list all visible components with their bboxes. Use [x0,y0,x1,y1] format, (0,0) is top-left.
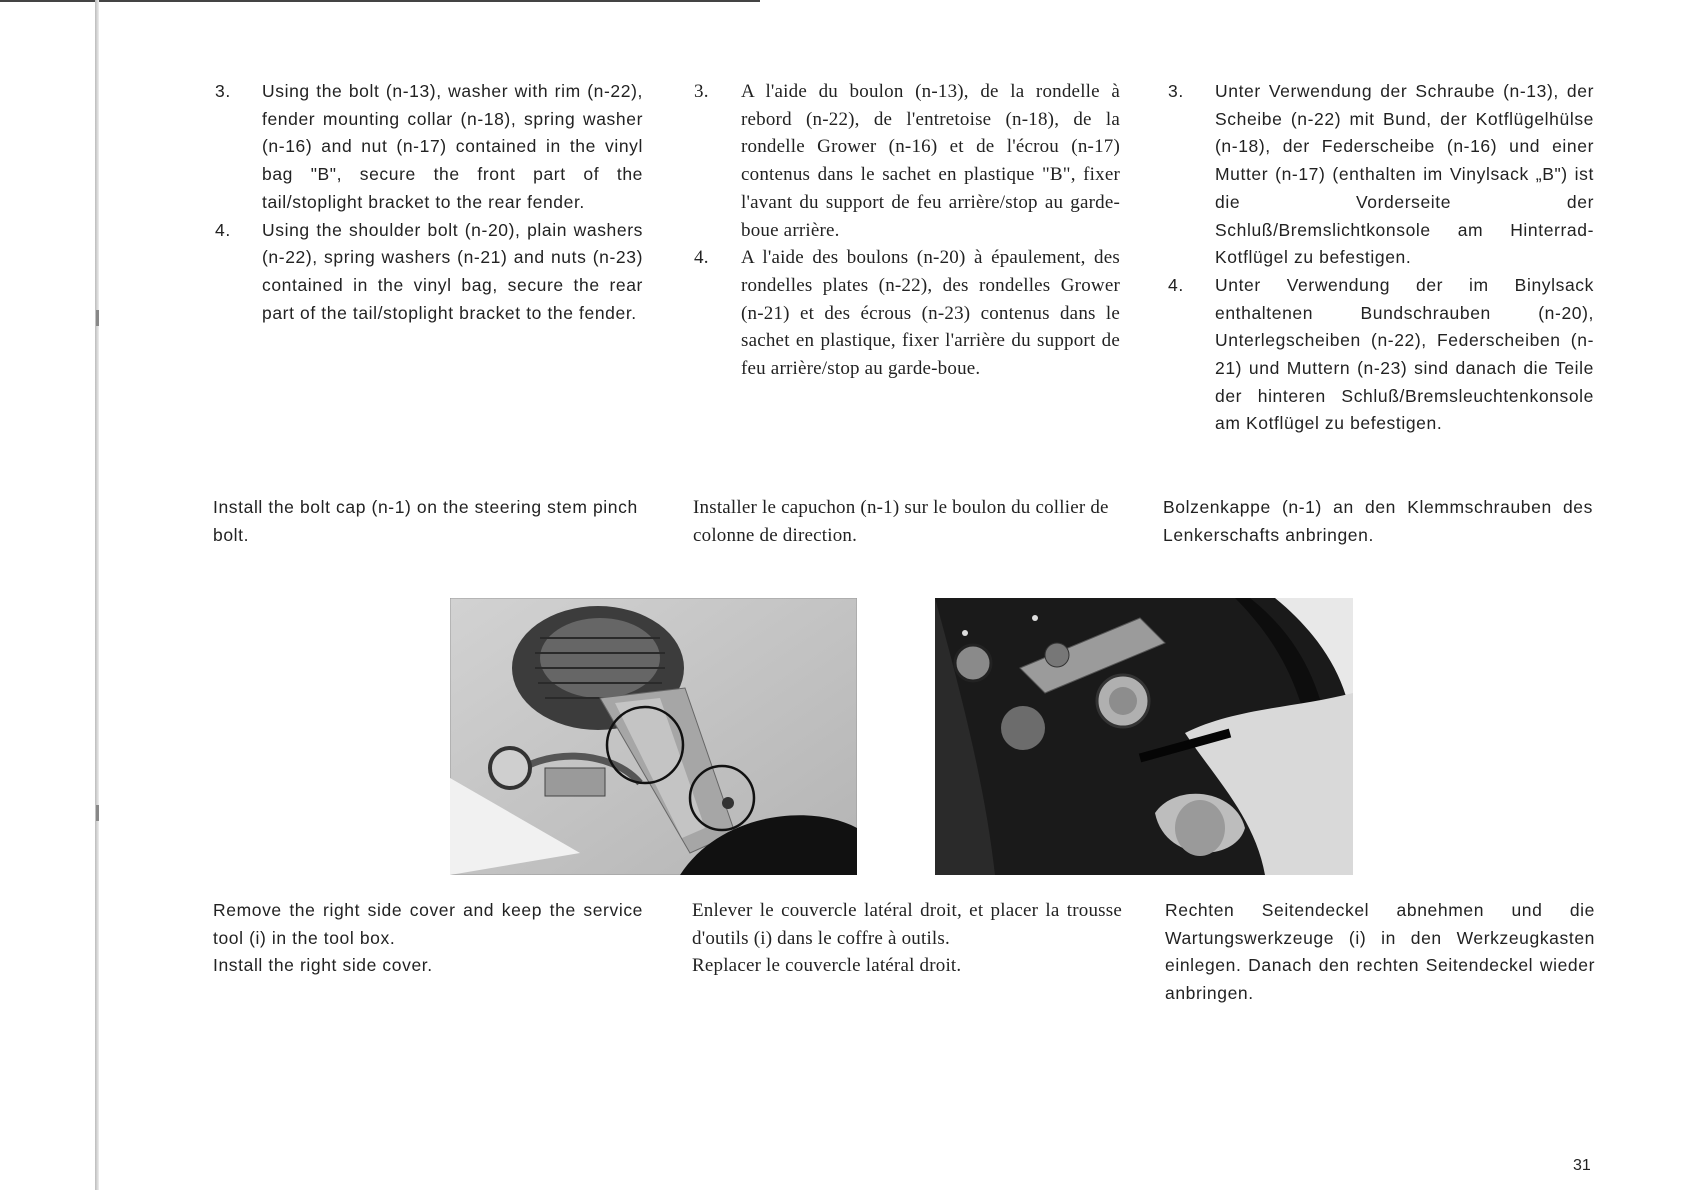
side-cover-install: Install the right side cover. [213,955,433,976]
german-step-3 [1168,78,1594,272]
step-text: A l'aide du boulon (n-13), de la rondelle à rebord (n-22), de l'entretoise (n-18), de la rondelle Grower (n-16) et de l'écrou (n-17) contenus dans le sachet en plastique "B", fixer l'avant du support de feu arrière/stop au garde-boue arrière. [741,81,1120,241]
step-number: 4. [694,247,709,269]
step-number: 3. [215,81,231,101]
german-steps [1168,78,1594,438]
bolt-cap-instruction: Installer le capuchon (n-1) sur le boulon du collier de colonne de direction. [693,497,1109,546]
german-side-cover [1165,897,1595,1008]
english-step-4 [215,217,643,328]
page-number: 31 [1573,1157,1591,1174]
english-steps [215,78,643,327]
step-text: Unter Verwendung der Schraube (n-13), der Scheibe (n-22) mit Bund, der Kotflügelhülse (n-18), der Federscheibe (n-16) und einer Mutter (n-17) (enthalten im Vinylsack „B") ist die Vorderseite der Schluß/Bremslichtkonsole am Hinterrad-Kotflügel zu befestigen. [1215,81,1594,268]
page-top-edge [0,0,760,2]
step-number: 3. [1168,81,1184,101]
tool-box-photo [935,598,1353,875]
step-text: A l'aide des boulons (n-20) à épaulement, des rondelles plates (n-22), des rondelles Grower (n-21) et des écrous (n-23) contenus dans le sachet en plastique, fixer l'arrière du support de feu arrière/stop au garde-boue. [741,247,1120,380]
german-bolt-cap [1163,494,1593,549]
binding-mark [96,310,99,326]
side-cover-instruction: Rechten Seitendeckel abnehmen und die Wartungswerkzeuge (i) in den Werkzeugkasten einlegen. Danach den rechten Seitendeckel wieder anbringen. [1165,900,1595,1004]
step-text: Unter Verwendung der im Binylsack enthaltenen Bundschrauben (n-20), Unterlegscheiben (n-22), Federscheiben (n-21) und Muttern (n-23) sind danach die Teile der hinteren Schluß/Bremsleuchtenkonsole am Kotflügel zu befestigen. [1215,274,1594,434]
tail-light-bracket-photo [450,598,857,875]
side-cover-instruction: Enlever le couvercle latéral droit, et placer la trousse d'outils (i) dans le coffre à outils. [692,900,1122,949]
french-bolt-cap [693,494,1123,549]
english-bolt-cap [213,494,653,549]
step-text: Using the shoulder bolt (n-20), plain washers (n-22), spring washers (n-21) and nuts (n-23) contained in the vinyl bag, secure the rear part of the tail/stoplight bracket to the fender. [262,219,643,323]
english-step-3 [215,78,643,217]
step-number: 4. [1168,274,1184,295]
step-text: Using the bolt (n-13), washer with rim (n-22), fender mounting collar (n-18), spring washer (n-16) and nut (n-17) contained in the vinyl bag "B", secure the front part of the tail/stoplight bracket to the rear fender. [262,81,643,212]
french-step-3 [694,78,1120,244]
french-step-4 [694,244,1120,383]
bolt-cap-instruction: Bolzenkappe (n-1) an den Klemmschrauben des Lenkerschafts anbringen. [1163,497,1593,545]
binding-edge [95,0,99,1190]
binding-mark [96,805,99,821]
french-side-cover [692,897,1122,980]
french-steps [694,78,1120,383]
step-number: 4. [215,219,231,240]
bolt-cap-instruction: Install the bolt cap (n-1) on the steering stem pinch bolt. [213,497,638,545]
german-step-4 [1168,272,1594,438]
side-cover-install: Replacer le couvercle latéral droit. [692,955,962,977]
step-number: 3. [694,81,709,102]
side-cover-instruction: Remove the right side cover and keep the service tool (i) in the tool box. [213,900,643,948]
english-side-cover [213,897,643,980]
